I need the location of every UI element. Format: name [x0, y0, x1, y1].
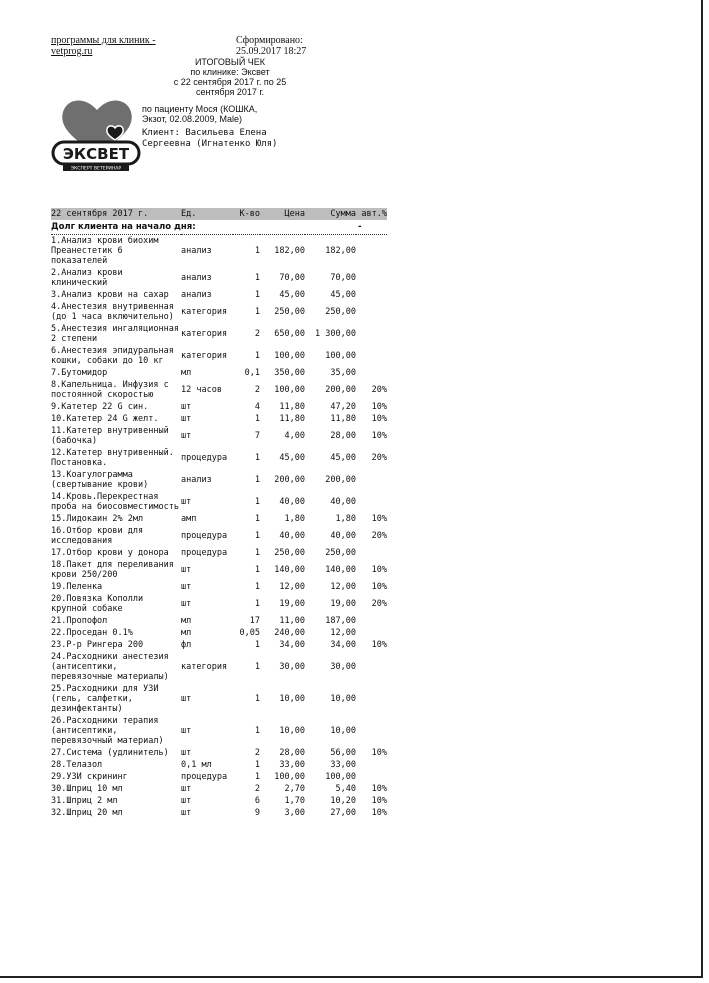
cell-name: 19.Пеленка: [51, 582, 103, 592]
cell-sum: 200,00: [325, 475, 356, 485]
cell-vat: [356, 651, 387, 683]
cell-vat: 20%: [371, 531, 387, 541]
debt-label: Долг клиента на начало дня:: [51, 220, 356, 235]
cell-vat: [356, 289, 387, 301]
cell-sum: 40,00: [330, 531, 356, 541]
cell-sum: 30,00: [330, 662, 356, 672]
cell-name: 20.Повязка Кополли крупной собаке: [51, 594, 144, 614]
table-row: [51, 771, 387, 783]
table-row: [51, 807, 387, 819]
cell-vat: [356, 547, 387, 559]
table-row: [51, 581, 387, 593]
cell-vat: [356, 759, 387, 771]
cell-vat: 10%: [371, 582, 387, 592]
cell-price: 45,00: [279, 453, 305, 463]
cell-vat: 10%: [371, 784, 387, 794]
cell-unit: шт: [181, 726, 192, 736]
cell-vat: 10%: [371, 402, 387, 412]
cell-sum: 250,00: [325, 307, 356, 317]
cell-price: 350,00: [274, 368, 305, 378]
table-row: [51, 447, 387, 469]
cell-sum: 12,00: [330, 582, 356, 592]
cell-qty: 1: [254, 582, 260, 592]
cell-qty: 1: [254, 351, 260, 361]
cell-sum: 100,00: [325, 772, 356, 782]
cell-qty: 6: [254, 796, 260, 806]
cell-price: 100,00: [274, 385, 305, 395]
cell-vat: 10%: [371, 796, 387, 806]
cell-price: 33,00: [279, 760, 305, 770]
cell-price: 28,00: [279, 748, 305, 758]
cell-name: 21.Пропофол: [51, 616, 108, 626]
cell-vat: 10%: [371, 514, 387, 524]
cell-sum: 12,00: [330, 628, 356, 638]
cell-unit: 12 часов: [181, 385, 222, 395]
cell-vat: 10%: [371, 565, 387, 575]
header-date: 22 сентября 2017 г.: [51, 208, 181, 220]
cell-sum: 140,00: [325, 565, 356, 575]
cell-unit: анализ: [181, 290, 212, 300]
cell-sum: 187,00: [325, 616, 356, 626]
cell-qty: 1: [254, 290, 260, 300]
link-line-2[interactable]: vetprog.ru: [51, 46, 93, 57]
table-row: [51, 367, 387, 379]
cell-qty: 17: [249, 616, 260, 626]
cell-unit: 0,1 мл: [181, 760, 212, 770]
cell-qty: 1: [254, 246, 260, 256]
cell-qty: 1: [254, 497, 260, 507]
client-info: [142, 128, 302, 150]
cell-name: 23.Р-р Рингера 200: [51, 640, 144, 650]
table-row: [51, 491, 387, 513]
cell-vat: 10%: [371, 808, 387, 818]
cell-vat: 20%: [371, 599, 387, 609]
cell-vat: [356, 491, 387, 513]
cell-name: 1.Анализ крови биохим Преанестетик 6 показателей: [51, 236, 159, 266]
cell-price: 19,00: [279, 599, 305, 609]
cell-unit: шт: [181, 431, 192, 441]
cell-name: 7.Бутомидор: [51, 368, 108, 378]
cell-name: 25.Расходники для УЗИ (гель, салфетки, дезинфектанты): [51, 684, 159, 714]
cell-unit: шт: [181, 808, 192, 818]
cell-vat: 20%: [371, 453, 387, 463]
header-price: Цена: [260, 208, 305, 220]
cell-qty: 1: [254, 726, 260, 736]
patient-info: [142, 104, 302, 124]
cell-qty: 1: [254, 414, 260, 424]
table-row: [51, 547, 387, 559]
table-row: [51, 683, 387, 715]
cell-vat: 10%: [371, 748, 387, 758]
cell-unit: шт: [181, 796, 192, 806]
cell-qty: 4: [254, 402, 260, 412]
cell-vat: 10%: [371, 640, 387, 650]
cell-qty: 2: [254, 748, 260, 758]
cell-sum: 70,00: [330, 273, 356, 283]
cell-qty: 1: [254, 760, 260, 770]
table-row: [51, 425, 387, 447]
cell-qty: 2: [254, 784, 260, 794]
cell-name: 5.Анестезия ингаляционная 2 степени: [51, 324, 179, 344]
cell-sum: 35,00: [330, 368, 356, 378]
table-row: [51, 323, 387, 345]
cell-price: 70,00: [279, 273, 305, 283]
patient-line-2: Экзот, 02.08.2009, Male): [142, 114, 243, 124]
table-row: [51, 747, 387, 759]
cell-price: 100,00: [274, 772, 305, 782]
cell-qty: 9: [254, 808, 260, 818]
cell-price: 11,00: [279, 616, 305, 626]
table-row: [51, 289, 387, 301]
table-row: [51, 469, 387, 491]
services-table: [51, 208, 387, 819]
header-sum: Сумма: [305, 208, 356, 220]
cell-sum: 56,00: [330, 748, 356, 758]
table-row: [51, 513, 387, 525]
cell-name: 26.Расходники терапия (антисептики, перевязочный материал): [51, 716, 164, 746]
cell-price: 12,00: [279, 582, 305, 592]
cell-unit: мл: [181, 368, 192, 378]
table-row: [51, 379, 387, 401]
cell-price: 40,00: [279, 497, 305, 507]
exvet-logo-icon: [51, 92, 141, 174]
debt-value: -: [356, 220, 387, 235]
cell-name: 24.Расходники анестезия (антисептики, перевязочные материалы): [51, 652, 169, 682]
cell-price: 40,00: [279, 531, 305, 541]
patient-line-1: по пациенту Мося (КОШКА,: [142, 104, 258, 114]
table-row: [51, 413, 387, 425]
cell-name: 14.Кровь.Перекрестная проба на биосовместимость: [51, 492, 179, 512]
cell-unit: шт: [181, 565, 192, 575]
cell-vat: 10%: [371, 414, 387, 424]
cell-name: 30.Шприц 10 мл: [51, 784, 123, 794]
cell-qty: 1: [254, 772, 260, 782]
cell-price: 1,70: [284, 796, 305, 806]
cell-name: 9.Катетер 22 G син.: [51, 402, 149, 412]
header-vat: авт.%: [356, 208, 387, 220]
cell-qty: 1: [254, 565, 260, 575]
cell-unit: анализ: [181, 246, 212, 256]
cell-sum: 27,00: [330, 808, 356, 818]
cell-vat: [356, 615, 387, 627]
cell-vat: [356, 345, 387, 367]
cell-name: 27.Система (удлинитель): [51, 748, 169, 758]
header-qty: К-во: [233, 208, 260, 220]
cell-price: 10,00: [279, 726, 305, 736]
cell-unit: категория: [181, 351, 228, 361]
cell-sum: 45,00: [330, 453, 356, 463]
cell-name: 8.Капельница. Инфузия с постоянной скоростью: [51, 380, 169, 400]
cell-qty: 7: [254, 431, 260, 441]
cell-sum: 10,00: [330, 694, 356, 704]
logo-text: ЭКСВЕТ: [62, 145, 130, 163]
cell-name: 28.Телазол: [51, 760, 103, 770]
cell-price: 250,00: [274, 307, 305, 317]
cell-unit: процедура: [181, 531, 228, 541]
cell-sum: 47,20: [330, 402, 356, 412]
table-row: [51, 651, 387, 683]
cell-name: 29.УЗИ скрининг: [51, 772, 128, 782]
cell-sum: 45,00: [330, 290, 356, 300]
cell-qty: 1: [254, 694, 260, 704]
cell-price: 45,00: [279, 290, 305, 300]
client-line-2: Сергеевна (Игнатенко Юля): [142, 139, 278, 149]
cell-price: 240,00: [274, 628, 305, 638]
cell-price: 3,00: [284, 808, 305, 818]
cell-qty: 1: [254, 548, 260, 558]
cell-unit: шт: [181, 599, 192, 609]
generated-info: [236, 35, 356, 57]
cell-sum: 33,00: [330, 760, 356, 770]
cell-sum: 100,00: [325, 351, 356, 361]
table-row: [51, 593, 387, 615]
cell-vat: [356, 301, 387, 323]
table-row: [51, 759, 387, 771]
cell-vat: [356, 683, 387, 715]
cell-price: 34,00: [279, 640, 305, 650]
cell-price: 11,80: [279, 414, 305, 424]
table-row: [51, 559, 387, 581]
cell-name: 15.Лидокаин 2% 2мл: [51, 514, 144, 524]
cell-name: 3.Анализ крови на сахар: [51, 290, 169, 300]
cell-price: 30,00: [279, 662, 305, 672]
cell-unit: категория: [181, 307, 228, 317]
cell-qty: 1: [254, 307, 260, 317]
cell-sum: 10,00: [330, 726, 356, 736]
header-unit: Ед.: [181, 208, 233, 220]
cell-sum: 34,00: [330, 640, 356, 650]
cell-qty: 1: [254, 531, 260, 541]
cell-qty: 1: [254, 599, 260, 609]
cell-qty: 0,1: [244, 368, 260, 378]
cell-name: 10.Катетер 24 G желт.: [51, 414, 159, 424]
cell-qty: 1: [254, 273, 260, 283]
cell-unit: анализ: [181, 475, 212, 485]
cell-name: 13.Коагулограмма (свертывание крови): [51, 470, 149, 490]
cell-price: 4,00: [284, 431, 305, 441]
table-row: [51, 615, 387, 627]
table-row: [51, 345, 387, 367]
cell-name: 4.Анестезия внутривенная (до 1 часа включительно): [51, 302, 174, 322]
cell-sum: 10,20: [330, 796, 356, 806]
cell-vat: [356, 235, 387, 268]
cell-unit: анализ: [181, 273, 212, 283]
cell-sum: 5,40: [335, 784, 356, 794]
cell-vat: 10%: [371, 431, 387, 441]
cell-name: 11.Катетер внутривенный (бабочка): [51, 426, 169, 446]
cell-sum: 1,80: [335, 514, 356, 524]
cell-name: 6.Анестезия эпидуральная кошки, собаки до 10 кг: [51, 346, 174, 366]
cell-price: 250,00: [274, 548, 305, 558]
cell-name: 18.Пакет для переливания крови 250/200: [51, 560, 174, 580]
title-line-3: с 22 сентября 2017 г. по 25: [173, 77, 287, 87]
cell-qty: 1: [254, 453, 260, 463]
cell-unit: шт: [181, 694, 192, 704]
cell-unit: категория: [181, 329, 228, 339]
cell-name: 12.Катетер внутривенный. Постановка.: [51, 448, 174, 468]
cell-name: 16.Отбор крови для исследования: [51, 526, 144, 546]
table-row: [51, 525, 387, 547]
table-row: [51, 639, 387, 651]
cell-qty: 2: [254, 385, 260, 395]
cell-vat: [356, 367, 387, 379]
cell-price: 140,00: [274, 565, 305, 575]
table-row: [51, 301, 387, 323]
cell-price: 200,00: [274, 475, 305, 485]
cell-price: 11,80: [279, 402, 305, 412]
cell-price: 1,80: [284, 514, 305, 524]
cell-unit: шт: [181, 497, 192, 507]
title-line-4: сентября 2017 г.: [195, 87, 265, 97]
cell-sum: 28,00: [330, 431, 356, 441]
cell-qty: 2: [254, 329, 260, 339]
cell-sum: 19,00: [330, 599, 356, 609]
cell-price: 100,00: [274, 351, 305, 361]
cell-vat: [356, 715, 387, 747]
cell-price: 2,70: [284, 784, 305, 794]
client-line-1: Клиент: Васильева Елена: [142, 128, 267, 138]
document-title: [140, 57, 320, 97]
table-header-row: [51, 208, 387, 220]
cell-qty: 0,05: [239, 628, 260, 638]
debt-row: [51, 220, 387, 235]
cell-vat: [356, 627, 387, 639]
cell-unit: шт: [181, 414, 192, 424]
table-row: [51, 401, 387, 413]
cell-name: 32.Шприц 20 мл: [51, 808, 123, 818]
cell-qty: 1: [254, 640, 260, 650]
cell-unit: процедура: [181, 453, 228, 463]
cell-sum: 11,80: [330, 414, 356, 424]
cell-qty: 1: [254, 662, 260, 672]
cell-name: 17.Отбор крови у донора: [51, 548, 169, 558]
cell-name: 31.Шприц 2 мл: [51, 796, 118, 806]
cell-sum: 1 300,00: [315, 329, 356, 339]
cell-unit: процедура: [181, 548, 228, 558]
cell-unit: фл: [181, 640, 192, 650]
table-row: [51, 795, 387, 807]
cell-unit: шт: [181, 784, 192, 794]
link-line-1[interactable]: программы для клиник -: [51, 35, 156, 46]
cell-price: 10,00: [279, 694, 305, 704]
cell-vat: [356, 771, 387, 783]
cell-price: 182,00: [274, 246, 305, 256]
cell-name: 2.Анализ крови клинический: [51, 268, 123, 288]
vetprog-link[interactable]: [51, 35, 181, 57]
title-line-1: ИТОГОВЫЙ ЧЕК: [194, 57, 266, 67]
cell-sum: 182,00: [325, 246, 356, 256]
cell-unit: шт: [181, 582, 192, 592]
title-line-2: по клинике: Эксвет: [190, 67, 270, 77]
generated-label: Сформировано:: [236, 35, 303, 46]
cell-vat: [356, 323, 387, 345]
cell-unit: мл: [181, 628, 192, 638]
logo-subtext: ЭКСПЕРТ ВЕТЕРИНАР: [70, 166, 122, 172]
table-row: [51, 783, 387, 795]
cell-qty: 1: [254, 475, 260, 485]
cell-sum: 250,00: [325, 548, 356, 558]
cell-unit: мл: [181, 616, 192, 626]
cell-vat: 20%: [371, 385, 387, 395]
cell-unit: шт: [181, 748, 192, 758]
generated-datetime: 25.09.2017 18:27: [236, 46, 307, 57]
table-row: [51, 627, 387, 639]
cell-vat: [356, 469, 387, 491]
table-row: [51, 267, 387, 289]
cell-unit: шт: [181, 402, 192, 412]
table-row: [51, 235, 387, 268]
cell-unit: категория: [181, 662, 228, 672]
cell-qty: 1: [254, 514, 260, 524]
cell-price: 650,00: [274, 329, 305, 339]
cell-vat: [356, 267, 387, 289]
cell-sum: 200,00: [325, 385, 356, 395]
cell-unit: амп: [181, 514, 197, 524]
cell-name: 22.Проседан 0.1%: [51, 628, 133, 638]
table-row: [51, 715, 387, 747]
cell-sum: 40,00: [330, 497, 356, 507]
cell-unit: процедура: [181, 772, 228, 782]
